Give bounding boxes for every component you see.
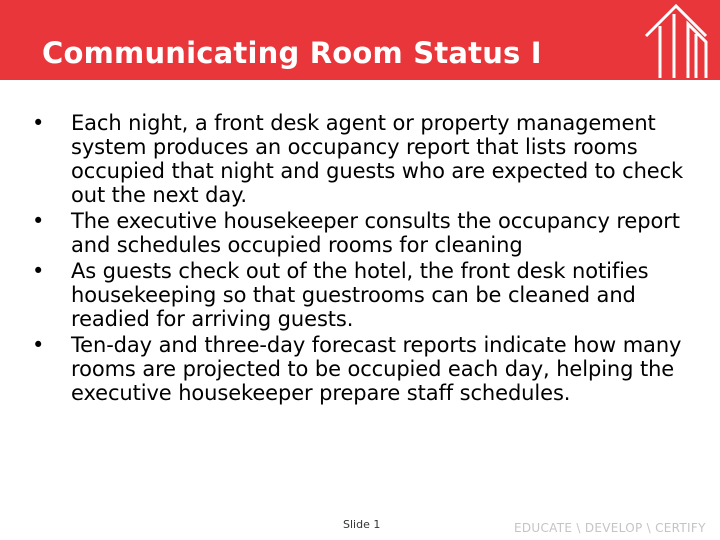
bullet-marker: • xyxy=(32,111,45,135)
bullet-item xyxy=(30,209,695,257)
bullet-list xyxy=(30,111,695,407)
bullet-item xyxy=(30,259,695,331)
title-bar xyxy=(0,0,720,80)
slide-title: Communicating Room Status I xyxy=(42,36,542,70)
footer-tagline: EDUCATE \ DEVELOP \ CERTIFY xyxy=(514,521,706,535)
bullet-item xyxy=(30,111,695,207)
slide-number: Slide 1 xyxy=(343,518,381,531)
bullet-marker: • xyxy=(32,259,45,283)
bullet-text: The executive housekeeper consults the occupancy report and schedules occupied rooms for cleaning xyxy=(71,209,680,257)
bullet-marker: • xyxy=(32,333,45,357)
bullet-item xyxy=(30,333,695,405)
bullet-marker: • xyxy=(32,209,45,233)
bullet-text: Ten-day and three-day forecast reports indicate how many rooms are projected to be occupied each day, helping the executive housekeeper prepare staff schedules. xyxy=(71,333,682,405)
house-lines-logo-icon xyxy=(640,2,712,78)
bullet-text: Each night, a front desk agent or property management system produces an occupancy report that lists rooms occupied that night and guests who are expected to check out the next day. xyxy=(71,111,684,207)
bullet-text: As guests check out of the hotel, the front desk notifies housekeeping so that guestrooms can be cleaned and readied for arriving guests. xyxy=(71,259,649,331)
